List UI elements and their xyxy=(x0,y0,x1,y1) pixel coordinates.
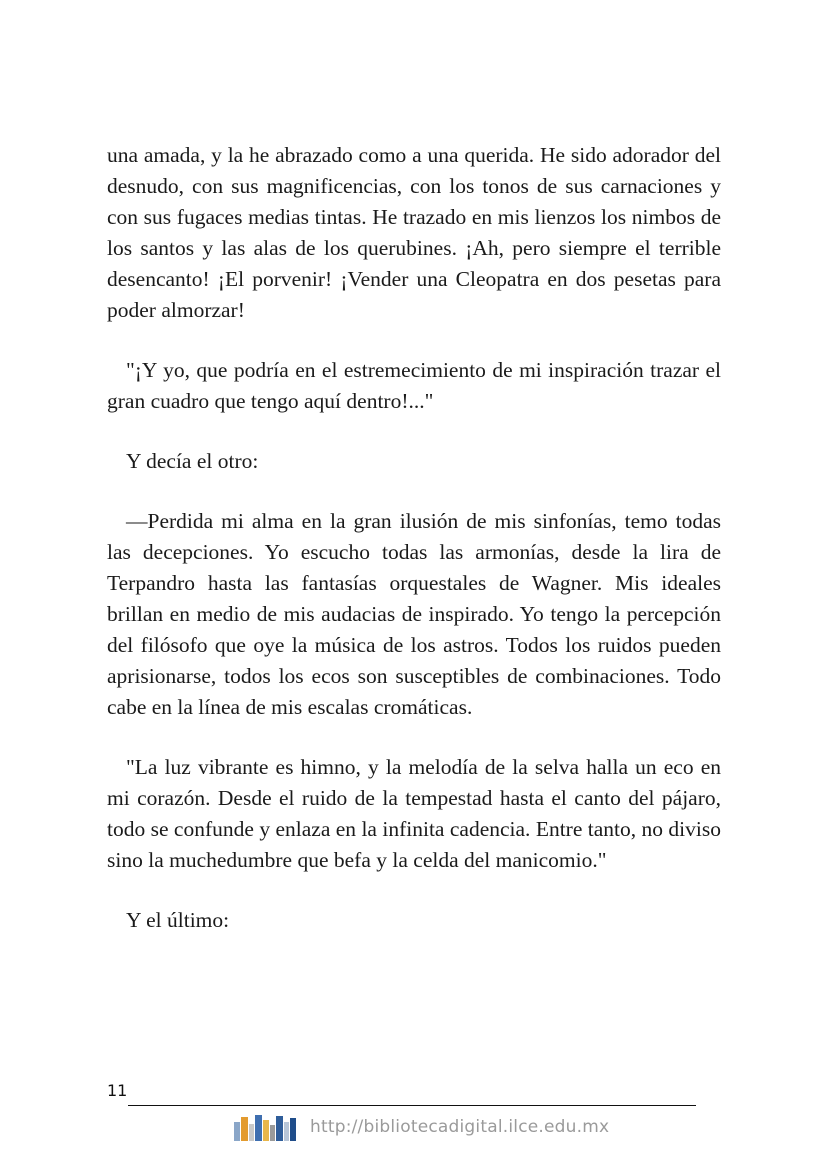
books-icon xyxy=(233,1113,297,1141)
footer-divider xyxy=(128,1105,696,1106)
paragraph-6: Y el último: xyxy=(126,908,230,932)
paragraph-5: "La luz vibrante es himno, y la melodía de la selva halla un eco en mi corazón. Desde el ruido de la tempestad hasta el canto del pájaro, todo se confunde y enlaza en la infinita cadencia. Entre tanto, no diviso sino la muchedumbre que befa y la celda del manicomio." xyxy=(107,755,721,872)
footer-url[interactable]: http://bibliotecadigital.ilce.edu.mx xyxy=(310,1117,610,1137)
footer xyxy=(233,1111,609,1143)
paragraph-2: "¡Y yo, que podría en el estremecimiento de mi inspiración trazar el gran cuadro que tengo aquí dentro!..." xyxy=(107,358,721,413)
paragraph-3: Y decía el otro: xyxy=(126,449,259,473)
page-body xyxy=(107,140,721,936)
page-number: 11 xyxy=(107,1081,128,1100)
paragraph-1: una amada, y la he abrazado como a una querida. He sido adorador del desnudo, con sus magnificencias, con los tonos de sus carnaciones y con sus fugaces medias tintas. He trazado en mis lienzos los nimbos de los santos y las alas de los querubines. ¡Ah, pero siempre el terrible desencanto! ¡El porvenir! ¡Vender una Cleopatra en dos pesetas para poder almorzar! xyxy=(107,143,721,322)
paragraph-4: —Perdida mi alma en la gran ilusión de mis sinfonías, temo todas las decepciones. Yo escucho todas las armonías, desde la lira de Terpandro hasta las fantasías orquestales de Wagner. Mis ideales brillan en medio de mis audacias de inspirado. Yo tengo la percepción del filósofo que oye la música de los astros. Todos los ruidos pueden aprisionarse, todos los ecos son susceptibles de combinaciones. Todo cabe en la línea de mis escalas cromáticas. xyxy=(107,509,721,719)
